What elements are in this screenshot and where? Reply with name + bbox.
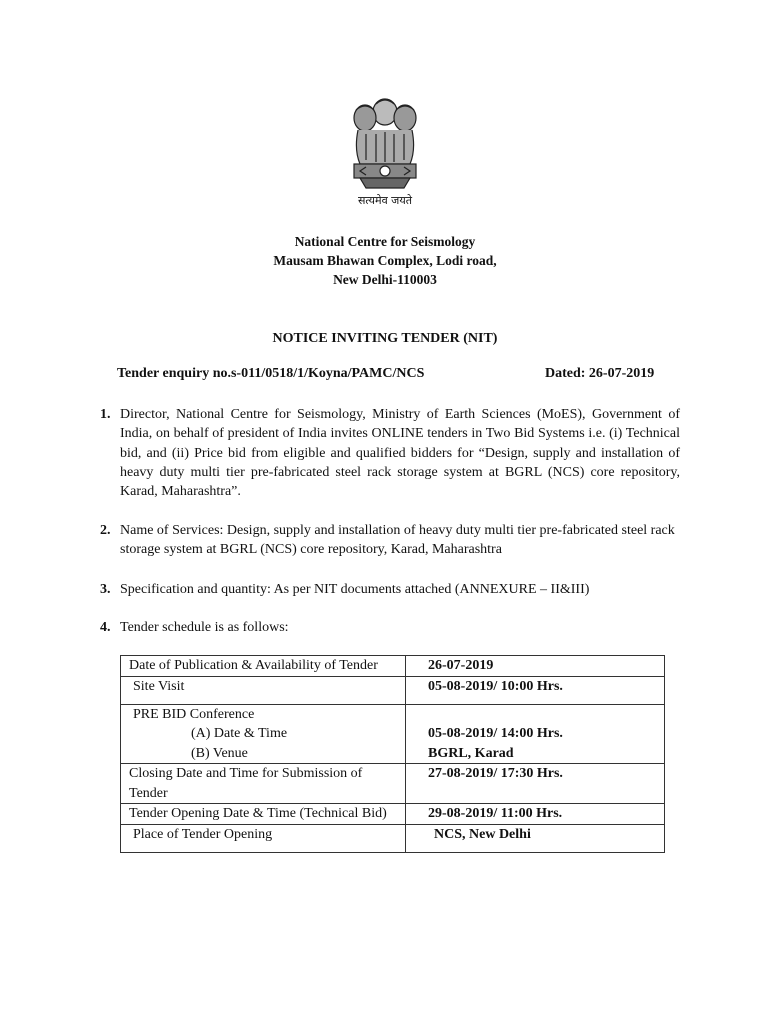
- schedule-label: [121, 704, 406, 764]
- table-row: [121, 764, 665, 804]
- table-row: [121, 656, 665, 677]
- paragraph-3: [100, 580, 680, 599]
- paragraph-2: [100, 521, 680, 560]
- table-row: [121, 676, 665, 704]
- schedule-value: 27-08-2019/ 17:30 Hrs.: [406, 764, 665, 804]
- prebid-venue-label: (B) Venue: [191, 745, 248, 761]
- schedule-value: 05-08-2019/ 10:00 Hrs.: [406, 676, 665, 704]
- paragraph-1: [100, 405, 680, 501]
- emblem-motto: सत्यमेव जयते: [357, 194, 412, 207]
- prebid-date-label: (A) Date & Time: [191, 726, 288, 741]
- tender-date: Dated: 26-07-2019: [545, 366, 655, 381]
- prebid-heading: PRE BID Conference: [133, 706, 255, 722]
- schedule-value: NCS, New Delhi: [406, 824, 665, 852]
- schedule-label: Tender Opening Date & Time (Technical Bid): [121, 804, 406, 825]
- org-address: Mausam Bhawan Complex, Lodi road,: [273, 253, 497, 268]
- prebid-date-value: 05-08-2019/ 14:00 Hrs.: [428, 726, 563, 741]
- paragraph-number: 3.: [100, 582, 111, 597]
- paragraph-text: Tender schedule is as follows:: [120, 620, 289, 635]
- prebid-venue-value: BGRL, Karad: [428, 745, 514, 761]
- tender-schedule-table: [120, 655, 665, 853]
- schedule-label: Place of Tender Opening: [121, 824, 406, 852]
- schedule-value: [406, 704, 665, 764]
- table-row: [121, 704, 665, 764]
- schedule-value: 26-07-2019: [406, 656, 665, 677]
- paragraph-text: Director, National Centre for Seismology, Ministry of Earth Sciences (MoES), Government of India, on behalf of president of India invites ONLINE tenders in Two Bid Systems i.e. (i) Technical bid, and (ii) Price bid from eligible and qualified bidders for “Design, supply and installation of heavy duty multi tier pre-fabricated steel rack storage system at BGRL (NCS) core repository, Karad, Maharashtra”.: [120, 407, 680, 500]
- org-city: New Delhi-110003: [333, 272, 437, 287]
- paragraph-text: Name of Services: Design, supply and installation of heavy duty multi tier pre-fabricated steel rack storage system at BGRL (NCS) core repository, Karad, Maharashtra: [120, 523, 675, 558]
- paragraph-number: 2.: [100, 523, 111, 538]
- table-row: [121, 804, 665, 825]
- paragraph-text: Specification and quantity: As per NIT documents attached (ANNEXURE – II&III): [120, 582, 590, 597]
- table-row: [121, 824, 665, 852]
- paragraph-4: [100, 618, 680, 637]
- schedule-label: Closing Date and Time for Submission of Tender: [121, 764, 406, 804]
- org-name: National Centre for Seismology: [294, 234, 476, 249]
- schedule-label: Site Visit: [121, 676, 406, 704]
- schedule-label: Date of Publication & Availability of Tender: [121, 656, 406, 677]
- paragraph-number: 1.: [100, 407, 111, 422]
- schedule-value: 29-08-2019/ 11:00 Hrs.: [406, 804, 665, 825]
- paragraph-number: 4.: [100, 620, 111, 635]
- tender-number: Tender enquiry no.s-011/0518/1/Koyna/PAMC/NCS: [117, 366, 425, 381]
- notice-title: NOTICE INVITING TENDER (NIT): [272, 331, 498, 346]
